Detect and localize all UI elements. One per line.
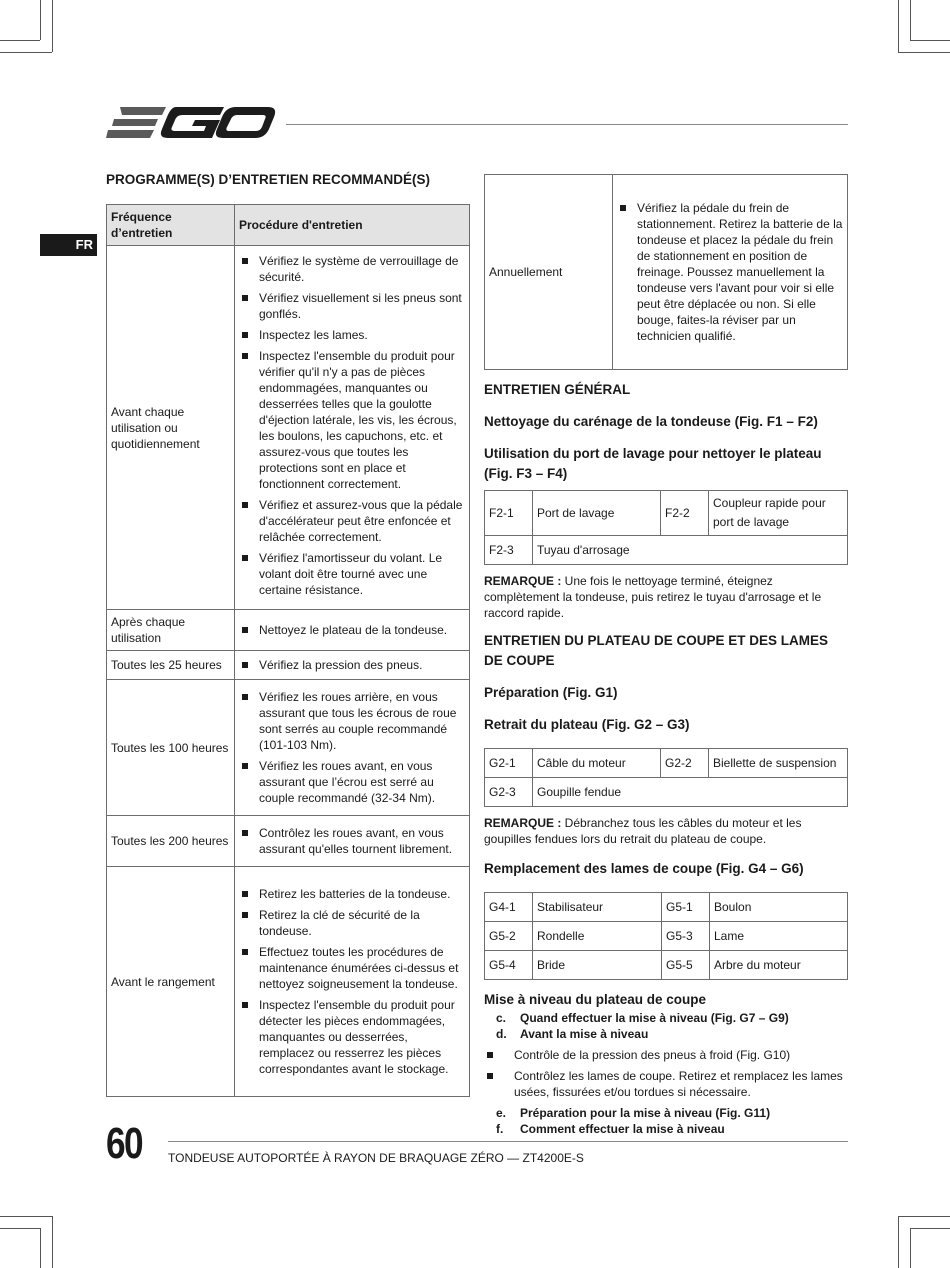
table-row <box>107 610 470 651</box>
list-item: Vérifiez visuellement si les pneus sont gonflés. <box>239 290 465 322</box>
procedure-cell <box>235 867 470 1097</box>
procedure-cell <box>613 175 848 370</box>
crop-mark <box>0 1216 52 1217</box>
list-item: Inspectez l'ensemble du produit pour détecter les pièces endommagées, manquantes ou desserrées, remplacez ou resserrez les pièces correspondantes avant le stockage. <box>239 997 465 1077</box>
procedure-cell <box>235 610 470 651</box>
step-text: Quand effectuer la mise à niveau (Fig. G7 – G9) <box>520 1011 789 1025</box>
crop-mark <box>898 1216 899 1268</box>
preparation-title: Préparation (Fig. G1) <box>484 685 618 700</box>
list-item: Contrôle de la pression des pneus à froid (Fig. G10) <box>484 1047 848 1063</box>
frequency-cell: Annuellement <box>485 175 613 370</box>
procedure-cell <box>235 680 470 816</box>
list-item: Vérifiez et assurez-vous que la pédale d'accélérateur peut être enfoncée et relâchée correctement. <box>239 497 465 545</box>
part-code: G5-4 <box>485 951 533 980</box>
parts-table-f <box>484 490 848 565</box>
step-letter: e. <box>496 1106 507 1120</box>
frequency-cell: Avant chaque utilisation ou quotidiennement <box>107 246 235 610</box>
list-item: Contrôlez les roues avant, en vous assurant qu'elles tournent librement. <box>239 825 465 857</box>
section-title: PROGRAMME(S) D’ENTRETIEN RECOMMANDÉ(S) <box>106 172 430 187</box>
leveling-title: Mise à niveau du plateau de coupe <box>484 992 707 1007</box>
table-row <box>107 816 470 867</box>
frequency-cell: Avant le rangement <box>107 867 235 1097</box>
blade-replacement-title: Remplacement des lames de coupe (Fig. G4 – G6) <box>484 861 804 876</box>
deck-maintenance-title: ENTRETIEN DU PLATEAU DE COUPE ET DES LAMES DE COUPE <box>484 633 829 668</box>
crop-mark <box>52 0 53 52</box>
step-text: Préparation pour la mise à niveau (Fig. G11) <box>520 1106 771 1120</box>
list-item: Retirez les batteries de la tondeuse. <box>239 886 465 902</box>
crop-mark <box>910 0 911 40</box>
language-tab: FR <box>40 234 97 256</box>
list-item: Vérifiez les roues avant, en vous assurant que l’écrou est serré au couple recommandé (32-34 Nm). <box>239 758 465 806</box>
list-item: Vérifiez la pression des pneus. <box>239 657 465 673</box>
list-item: Vérifiez la pédale du frein de stationnement. Retirez la batterie de la tondeuse et placez la pédale du frein de stationnement en position de freinage. Poussez manuellement la tondeuse vers l'avant pour voir si elle peut être déplacée ou non. Si elle bouge, faites-la réviser par un technicien qualifié. <box>617 200 843 344</box>
washport-title: Utilisation du port de lavage pour nettoyer le plateau (Fig. F3 – F4) <box>484 446 822 481</box>
crop-mark <box>910 1228 911 1268</box>
part-name: Coupleur rapide pour port de lavage <box>709 491 848 536</box>
part-code: G5-2 <box>485 922 533 951</box>
procedure-cell <box>235 246 470 610</box>
table-row <box>485 893 848 922</box>
part-name: Arbre du moteur <box>710 951 848 980</box>
part-code: F2-3 <box>485 536 533 565</box>
table-row <box>107 651 470 680</box>
table-row <box>485 749 848 778</box>
general-maintenance-title: ENTRETIEN GÉNÉRAL <box>484 382 631 397</box>
crop-mark <box>898 0 899 52</box>
table-row <box>107 867 470 1097</box>
crop-mark <box>898 52 950 53</box>
parts-table-g4 <box>484 892 848 980</box>
step-text: Comment effectuer la mise à niveau <box>520 1122 725 1136</box>
column-header-procedure: Procédure d'entretien <box>235 205 470 246</box>
crop-mark <box>52 1216 53 1268</box>
part-name: Bride <box>533 951 662 980</box>
part-code: G5-1 <box>662 893 710 922</box>
part-name: Goupille fendue <box>533 778 848 807</box>
procedure-cell <box>235 816 470 867</box>
ego-logo <box>106 103 276 143</box>
step-letter: c. <box>496 1011 507 1025</box>
list-item: Vérifiez les roues arrière, en vous assurant que tous les écrous de roue sont serrés au couple recommandé (101-103 Nm). <box>239 689 465 753</box>
part-code: G4-1 <box>485 893 533 922</box>
table-row <box>485 536 848 565</box>
column-header-frequency: Fréquence d’entretien <box>107 205 235 246</box>
part-name: Boulon <box>710 893 848 922</box>
part-code: G2-2 <box>661 749 709 778</box>
remark-label: REMARQUE : <box>484 816 562 830</box>
table-row <box>107 680 470 816</box>
part-name: Rondelle <box>533 922 662 951</box>
footer-rule <box>168 1141 848 1142</box>
list-item <box>484 1105 848 1121</box>
crop-mark <box>0 40 40 41</box>
table-header-row <box>107 205 470 246</box>
frequency-cell: Toutes les 25 heures <box>107 651 235 680</box>
part-code: G2-3 <box>485 778 533 807</box>
part-code: G5-5 <box>662 951 710 980</box>
step-text: Avant la mise à niveau <box>520 1027 649 1041</box>
right-column <box>484 174 848 1137</box>
part-code: F2-1 <box>485 491 533 536</box>
part-code: G5-3 <box>662 922 710 951</box>
frequency-cell: Toutes les 200 heures <box>107 816 235 867</box>
cleaning-title: Nettoyage du carénage de la tondeuse (Fig. F1 – F2) <box>484 414 818 429</box>
remark-f <box>484 573 848 621</box>
leveling-steps-2 <box>484 1105 848 1137</box>
list-item: Nettoyez le plateau de la tondeuse. <box>239 622 465 638</box>
remark-g <box>484 815 848 847</box>
part-code: G2-1 <box>485 749 533 778</box>
list-item: Vérifiez le système de verrouillage de sécurité. <box>239 253 465 285</box>
left-column <box>106 170 470 1097</box>
page-number: 60 <box>106 1119 142 1168</box>
header-rule <box>286 124 848 125</box>
table-row <box>485 922 848 951</box>
leveling-bullets <box>484 1047 848 1100</box>
table-row <box>485 778 848 807</box>
deck-removal-title: Retrait du plateau (Fig. G2 – G3) <box>484 717 690 732</box>
part-name: Stabilisateur <box>533 893 662 922</box>
list-item: Vérifiez l'amortisseur du volant. Le volant doit être tourné avec une certaine résistance. <box>239 550 465 598</box>
crop-mark <box>0 52 52 53</box>
remark-label: REMARQUE : <box>484 574 562 588</box>
crop-mark <box>40 1228 41 1268</box>
part-name: Câble du moteur <box>533 749 661 778</box>
list-item: Retirez la clé de sécurité de la tondeuse. <box>239 907 465 939</box>
crop-mark <box>898 1216 950 1217</box>
list-item <box>484 1026 848 1042</box>
part-code: F2-2 <box>661 491 709 536</box>
list-item <box>484 1121 848 1137</box>
footer-text: TONDEUSE AUTOPORTÉE À RAYON DE BRAQUAGE ZÉRO — ZT4200E-S <box>168 1151 584 1165</box>
table-row <box>485 175 848 370</box>
crop-mark <box>0 1228 40 1229</box>
list-item <box>484 1010 848 1026</box>
part-name: Port de lavage <box>533 491 661 536</box>
list-item: Effectuez toutes les procédures de maintenance énumérées ci-dessus et nettoyez soigneusement la tondeuse. <box>239 944 465 992</box>
crop-mark <box>910 40 950 41</box>
step-letter: d. <box>496 1027 507 1041</box>
list-item: Inspectez l'ensemble du produit pour vérifier qu'il n'y a pas de pièces endommagées, manquantes ou desserrées telles que la goulotte d'éjection latérale, les vis, les écrous, les boulons, les capuchons, etc. et assurez-vous que toutes les protections sont en place et fonctionnent correctement. <box>239 348 465 492</box>
part-name: Tuyau d'arrosage <box>533 536 848 565</box>
crop-mark <box>910 1228 950 1229</box>
remark-text: Débranchez tous les câbles du moteur et les goupilles fendues lors du retrait du plateau de coupe. <box>484 816 802 846</box>
crop-mark <box>40 0 41 40</box>
leveling-steps-1 <box>484 1010 848 1042</box>
list-item: Contrôlez les lames de coupe. Retirez et remplacez les lames usées, fissurées et/ou tordues si nécessaire. <box>484 1068 848 1100</box>
step-letter: f. <box>496 1122 504 1136</box>
frequency-cell: Toutes les 100 heures <box>107 680 235 816</box>
table-row <box>107 246 470 610</box>
maintenance-schedule-table <box>106 204 470 1097</box>
list-item: Inspectez les lames. <box>239 327 465 343</box>
part-name: Lame <box>710 922 848 951</box>
parts-table-g2 <box>484 748 848 807</box>
part-name: Biellette de suspension <box>709 749 848 778</box>
remark-text: Une fois le nettoyage terminé, éteignez complètement la tondeuse, puis retirez le tuyau d'arrosage et le raccord rapide. <box>484 574 822 620</box>
frequency-cell: Après chaque utilisation <box>107 610 235 651</box>
table-row <box>485 951 848 980</box>
procedure-cell <box>235 651 470 680</box>
maintenance-schedule-table-continued <box>484 174 848 370</box>
table-row <box>485 491 848 536</box>
